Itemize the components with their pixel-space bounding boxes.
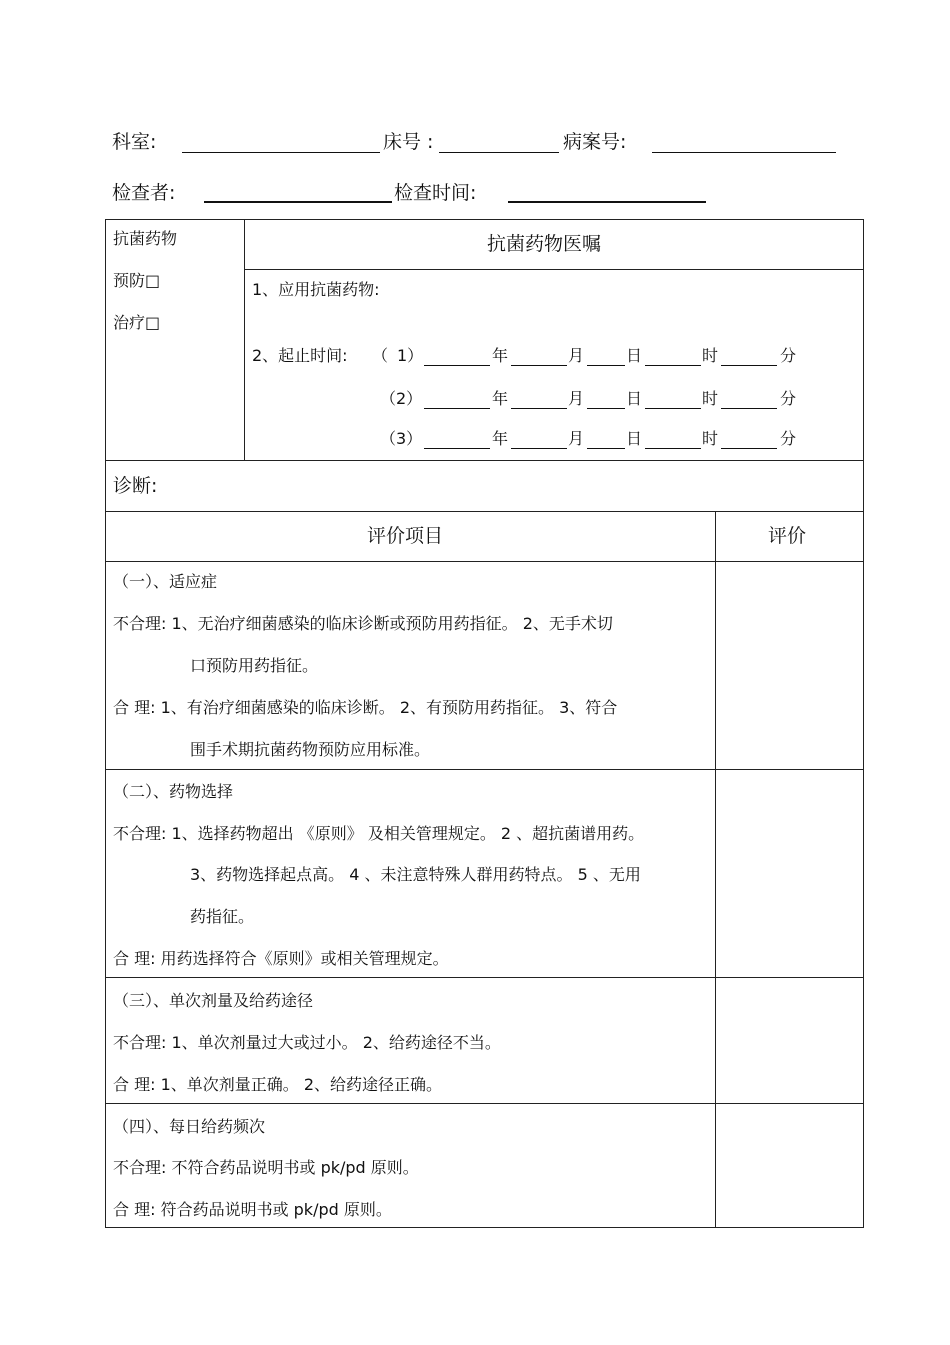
section-1-line-3: 合 理: 1、有治疗细菌感染的临床诊断。 2、有预防用药指征。 3、符合: [113, 698, 618, 717]
eval-score-header: 评价: [768, 525, 807, 547]
time-row-3-month: 月: [568, 429, 585, 448]
time-row-2-month: 月: [568, 389, 585, 408]
section-1-line-1: 不合理: 1、无治疗细菌感染的临床诊断或预防用药指征。 2、无手术切: [113, 614, 613, 633]
time-row-3-hour-field[interactable]: [645, 448, 701, 449]
inspector-label: 检查者:: [112, 182, 176, 204]
case-number-field[interactable]: [652, 152, 836, 153]
section-3-line-1: 不合理: 1、单次剂量过大或过小。 2、给药途径不当。: [113, 1033, 501, 1052]
inspection-time-label: 检查时间:: [394, 182, 477, 204]
bed-label: 床号 :: [383, 131, 434, 153]
order-title-line: [244, 269, 864, 270]
time-row-1-month-field[interactable]: [511, 365, 567, 366]
time-row-3-day-field[interactable]: [587, 448, 625, 449]
time-row-1-minute-field[interactable]: [721, 365, 777, 366]
section-3-line-2: 合 理: 1、单次剂量正确。 2、给药途径正确。: [113, 1075, 443, 1094]
time-row-2-year: 年: [492, 389, 509, 408]
start-stop-time-label: 2、起止时间:: [252, 346, 348, 365]
time-row-1-year: 年: [492, 346, 509, 365]
section-1-title: （一）、适应症: [113, 572, 218, 591]
section-3-bottom-line: [105, 1103, 864, 1104]
antibiotic-use-label: 1、应用抗菌药物:: [252, 280, 380, 299]
time-row-1-day: 日: [626, 346, 643, 365]
time-row-1-index: 1）: [397, 346, 424, 365]
time-row-3-hour: 时: [702, 429, 719, 448]
eval-item-header: 评价项目: [367, 525, 444, 547]
section-3-title: （三）、单次剂量及给药途径: [113, 991, 314, 1010]
diagnosis-label: 诊断:: [113, 475, 158, 497]
diagnosis-top-line: [105, 460, 864, 461]
time-row-1-day-field[interactable]: [587, 365, 625, 366]
time-row-3-minute-field[interactable]: [721, 448, 777, 449]
antibiotic-side-title: 抗菌药物: [113, 229, 178, 248]
time-row-3-year: 年: [492, 429, 509, 448]
time-row-2-index: （2）: [380, 389, 423, 408]
paren-open: （: [372, 346, 389, 365]
time-row-2-minute: 分: [780, 389, 797, 408]
eval-column-divider: [715, 511, 716, 1228]
section-2-title: （二）、药物选择: [113, 782, 234, 801]
section-2-line-2: 3、药物选择起点高。 4 、未注意特殊人群用药特点。 5 、无用: [190, 865, 641, 884]
section-1-bottom-line: [105, 769, 864, 770]
time-row-2-minute-field[interactable]: [721, 408, 777, 409]
time-row-3-month-field[interactable]: [511, 448, 567, 449]
time-row-1-hour: 时: [702, 346, 719, 365]
time-row-3-minute: 分: [780, 429, 797, 448]
order-title: 抗菌药物医嘱: [487, 233, 602, 255]
time-row-3-year-field[interactable]: [424, 448, 490, 449]
section-2-line-4: 合 理: 用药选择符合《原则》或相关管理规定。: [113, 949, 449, 968]
time-row-2-hour-field[interactable]: [645, 408, 701, 409]
time-row-1-month: 月: [568, 346, 585, 365]
time-row-2-month-field[interactable]: [511, 408, 567, 409]
section-1-line-2: 口预防用药指征。: [190, 656, 319, 675]
section-2-line-1: 不合理: 1、选择药物超出 《原则》 及相关管理规定。 2 、超抗菌谱用药。: [113, 824, 645, 843]
dept-label: 科室:: [112, 131, 157, 153]
dept-field[interactable]: [182, 152, 380, 153]
inspection-time-field[interactable]: [508, 201, 706, 203]
section-4-line-1: 不合理: 不符合药品说明书或 pk/pd 原则。: [113, 1158, 419, 1177]
time-row-1-hour-field[interactable]: [645, 365, 701, 366]
inspector-field[interactable]: [204, 201, 392, 203]
section-1-line-4: 围手术期抗菌药物预防应用标准。: [190, 740, 431, 759]
time-row-3-index: （3）: [380, 429, 423, 448]
time-row-1-minute: 分: [780, 346, 797, 365]
eval-header-bottom-line: [105, 561, 864, 562]
time-row-2-day-field[interactable]: [587, 408, 625, 409]
treatment-checkbox[interactable]: 治疗□: [113, 313, 161, 332]
time-row-1-year-field[interactable]: [424, 365, 490, 366]
time-row-3-day: 日: [626, 429, 643, 448]
order-divider: [244, 219, 245, 460]
prevention-checkbox[interactable]: 预防□: [113, 271, 161, 290]
case-number-label: 病案号:: [563, 131, 627, 153]
eval-header-top-line: [105, 511, 864, 512]
section-2-line-3: 药指征。: [190, 907, 255, 926]
time-row-2-year-field[interactable]: [424, 408, 490, 409]
bed-field[interactable]: [439, 152, 559, 153]
time-row-2-day: 日: [626, 389, 643, 408]
section-4-title: （四）、每日给药频次: [113, 1117, 266, 1136]
section-2-bottom-line: [105, 977, 864, 978]
time-row-2-hour: 时: [702, 389, 719, 408]
section-4-line-2: 合 理: 符合药品说明书或 pk/pd 原则。: [113, 1200, 392, 1219]
